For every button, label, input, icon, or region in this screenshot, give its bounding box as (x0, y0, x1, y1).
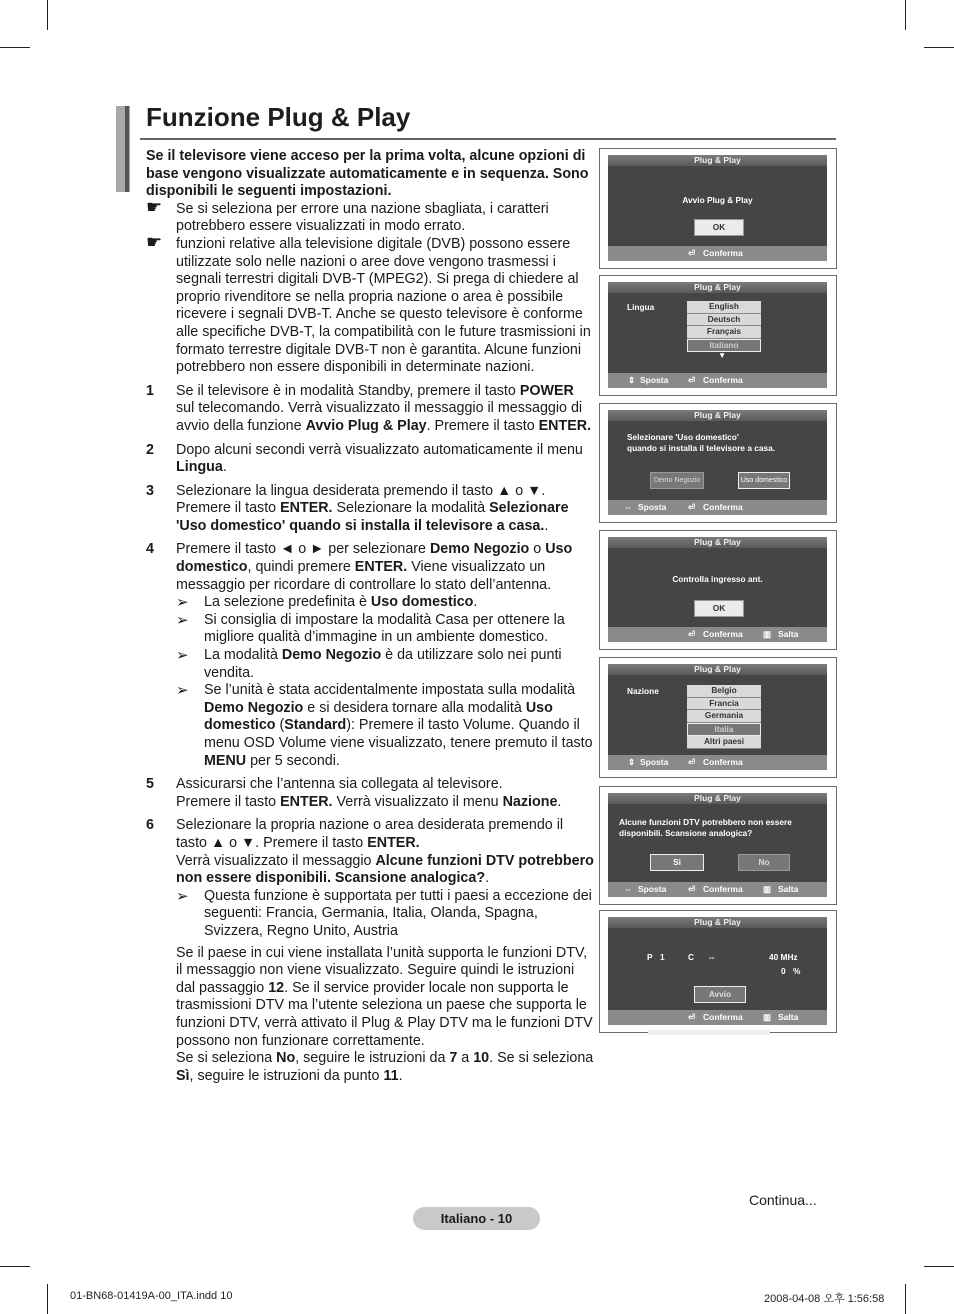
uso-domestico-button[interactable]: Uso domestico (738, 472, 790, 489)
program-label: P (647, 952, 653, 962)
title-accent-line (125, 106, 129, 192)
screen-message: Controlla ingresso ant. (672, 574, 763, 584)
arrow-down-icon: ▼ (718, 350, 727, 360)
tip-item: ➢ La selezione predefinita è Uso domestico. (176, 594, 478, 612)
conferma-label: Conferma (703, 248, 743, 258)
sposta-label: Sposta (638, 884, 667, 894)
list-item[interactable]: Français (687, 326, 761, 339)
tip-item: ➢ La modalità Demo Negozio è da utilizzare solo nei punti vendita. (176, 647, 562, 681)
crop-mark (924, 1266, 954, 1267)
skip-icon: ▥ (763, 629, 772, 639)
conferma-label: Conferma (703, 1012, 743, 1022)
enter-icon: ⏎ (688, 884, 696, 894)
skip-icon: ▥ (763, 1012, 772, 1022)
sposta-label: Sposta (640, 375, 669, 385)
date-slug: 2008-04-08 오후 1:56:58 (764, 1293, 885, 1305)
leftright-icon: ⇔ (624, 884, 633, 894)
screen-dtv (599, 786, 837, 905)
enter-icon: ⏎ (688, 502, 696, 512)
crop-mark (0, 1266, 30, 1267)
lingua-label: Lingua (627, 302, 655, 312)
tail-text: Se il paese in cui viene installata l’unità supporta le funzioni DTV, il messaggio non viene visualizzato. Seguire quindi le istruzioni dal passaggio 12. Se il service provider locale non supporta le trasmissioni DTV ma l’utente seleziona un paese che supporta le funzioni DTV, verrà attivato il Plug & Play DTV ma le funzioni DTV possono non funzionare correttamente. Se si seleziona No, seguire le istruzioni da 7 a 10. Se si seleziona Sì, seguire le istruzioni da punto 11. (176, 944, 594, 1084)
leftright-icon: ⇔ (624, 502, 633, 512)
avvio-button[interactable]: Avvio (694, 986, 746, 1003)
ok-button[interactable]: OK (694, 600, 744, 617)
list-item[interactable]: Belgio (687, 685, 761, 698)
no-button[interactable]: No (738, 854, 790, 871)
list-item[interactable]: Francia (687, 698, 761, 711)
updown-icon: ⇕ (628, 757, 636, 767)
percent-label: % (793, 966, 801, 976)
enter-icon: ⏎ (688, 1012, 696, 1022)
enter-icon: ⏎ (688, 375, 696, 385)
screen-message: Selezionare 'Uso domestico' (627, 432, 739, 442)
list-item[interactable]: Italiano (687, 339, 761, 353)
language-list (687, 301, 761, 352)
crop-mark (924, 47, 954, 48)
list-item[interactable]: Germania (687, 710, 761, 723)
percent-value: 0 (781, 966, 786, 976)
screen-antenna (599, 530, 837, 650)
screen-header: Plug & Play (608, 410, 827, 421)
screen-header: Plug & Play (608, 793, 827, 804)
enter-icon: ⏎ (688, 757, 696, 767)
screen-lingua (599, 275, 837, 396)
crop-mark (47, 0, 48, 30)
steps-list (146, 383, 596, 1086)
arrow-icon: ➢ (176, 594, 189, 612)
demo-negozio-button[interactable]: Demo Negozio (650, 472, 704, 489)
sposta-label: Sposta (638, 502, 667, 512)
title-rule (140, 138, 836, 140)
conferma-label: Conferma (703, 629, 743, 639)
step-item: 4 Premere il tasto ◄ o ► per selezionare Demo Negozio o Uso domestico, quindi premere ENTER. Viene visualizzato un messaggio per ricordare di controllare lo stato dell’antenna. (146, 541, 573, 593)
screen-message: Avvio Plug & Play (682, 195, 753, 205)
frequency-value: 40 MHz (769, 952, 798, 962)
page-title: Funzione Plug & Play (146, 102, 411, 132)
screen-header: Plug & Play (608, 155, 827, 166)
screen-message: quando si installa il televisore a casa. (627, 443, 776, 453)
si-button[interactable]: Sì (650, 854, 704, 871)
country-list (687, 685, 761, 749)
conferma-label: Conferma (703, 757, 743, 767)
skip-icon: ▥ (763, 884, 772, 894)
conferma-label: Conferma (703, 502, 743, 512)
step-item: 2 Dopo alcuni secondi verrà visualizzato automaticamente il menu Lingua. (146, 441, 583, 476)
screen-header: Plug & Play (608, 664, 827, 675)
sposta-label: Sposta (640, 757, 669, 767)
screen-scan (599, 910, 837, 1033)
step-number: 4 (146, 541, 154, 558)
screen-message: Alcune funzioni DTV potrebbero non essere (619, 817, 792, 827)
pointing-hand-icon: ☛ (146, 196, 163, 217)
step-item: 1 Se il televisore è in modalità Standby, premere il tasto POWER sul telecomando. Verrà visualizzato il messaggio il messaggio di avvio della funzione Avvio Plug & Play. Premere il tasto ENTER. (146, 382, 592, 434)
list-item[interactable]: English (687, 301, 761, 314)
tip-item: ➢ Si consiglia di impostare la modalità Casa per ottenere la migliore qualità d’immagine in un ambiente domestico. (176, 611, 565, 646)
step-item: 5 Assicurarsi che l’antenna sia collegata al televisore. Premere il tasto ENTER. Verrà visualizzato il menu Nazione. (146, 776, 562, 810)
page-number: Italiano - 10 (413, 1207, 540, 1230)
channel-value: -- (709, 952, 715, 962)
file-slug: 01-BN68-01419A-00_ITA.indd 10 (70, 1290, 233, 1302)
step-item: 3 Selezionare la lingua desiderata premendo il tasto ▲ o ▼. Premere il tasto ENTER. Selezionare la modalità Selezionare 'Uso domestico' quando si installa il televisore a casa.. (146, 482, 569, 534)
step-number: 3 (146, 482, 154, 499)
screen-header: Plug & Play (608, 282, 827, 293)
updown-icon: ⇕ (628, 375, 636, 385)
tip-item: ➢ Se l’unità è stata accidentalmente impostata sulla modalità Demo Negozio e si desidera tornare alla modalità Uso domestico (Standard): Premere il tasto Volume. Quando il menu OSD Volume viene visualizzato, tenere premuto il tasto MENU per 5 secondi. (176, 682, 593, 769)
scan-progress-bar (648, 1030, 770, 1035)
body-text (146, 148, 596, 1085)
screen-header: Plug & Play (608, 917, 827, 928)
screen-avvio (599, 148, 837, 269)
screen-message: disponibili. Scansione analogica? (619, 828, 753, 838)
tip-item: ➢ Questa funzione è supportata per tutti i paesi a eccezione dei seguenti: Francia, Germania, Italia, Olanda, Spagna, Svizzera, Regno Unito, Austria (176, 887, 592, 939)
crop-mark (47, 1284, 48, 1314)
step-number: 6 (146, 817, 154, 834)
list-item[interactable]: Italia (687, 723, 761, 737)
screen-header: Plug & Play (608, 537, 827, 548)
step-number: 5 (146, 776, 154, 793)
step-item: 6 Selezionare la propria nazione o area desiderata premendo il tasto ▲ o ▼. Premere il tasto ENTER. Verrà visualizzato il messaggio Alcune funzioni DTV potrebbero non essere disponibili. Scansione analogica?. (146, 817, 594, 887)
note: ☛ funzioni relative alla televisione digitale (DVB) possono essere utilizzate solo nelle nazioni o aree dove vengono trasmessi i segnali terrestri digitali DVB-T (MPEG2). Si prega di chiedere al proprio rivenditore se nella propria nazione o area è possibile ricevere i segnali DVB-T. Anche se questo televisore è conforme alle specifiche DVB-T, la compatibilità con le future trasmissioni in formato terrestre digitale DVB-T non è garantita. Alcune funzioni potrebbero non essere disponibili in determinate nazioni. (146, 231, 591, 376)
channel-label: C (688, 952, 694, 962)
arrow-icon: ➢ (176, 887, 189, 905)
salta-label: Salta (778, 629, 799, 639)
program-value: 1 (660, 952, 665, 962)
enter-icon: ⏎ (688, 629, 696, 639)
step-number: 2 (146, 441, 154, 458)
arrow-icon: ➢ (176, 647, 189, 665)
list-item[interactable]: Deutsch (687, 314, 761, 327)
note: ☛ Se si seleziona per errore una nazione sbagliata, i caratteri potrebbero essere visualizzati in modo errato. (146, 196, 549, 235)
pointing-hand-icon: ☛ (146, 231, 163, 252)
salta-label: Salta (778, 884, 799, 894)
crop-mark (0, 47, 30, 48)
arrow-icon: ➢ (176, 611, 189, 629)
screen-uso (599, 403, 837, 523)
crop-mark (905, 1284, 906, 1314)
enter-icon: ⏎ (688, 248, 696, 258)
step-number: 1 (146, 382, 154, 399)
screen-nazione (599, 657, 837, 778)
nazione-label: Nazione (627, 686, 659, 696)
conferma-label: Conferma (703, 884, 743, 894)
list-item[interactable]: Altri paesi (687, 736, 761, 749)
conferma-label: Conferma (703, 375, 743, 385)
crop-mark (905, 0, 906, 30)
arrow-icon: ➢ (176, 682, 189, 700)
intro-text: Se il televisore viene acceso per la prima volta, alcune opzioni di base vengono visualizzate automaticamente e in sequenza. Sono disponibili le seguenti impostazioni. (146, 148, 589, 200)
ok-button[interactable]: OK (694, 219, 744, 236)
continue-text: Continua... (749, 1192, 817, 1208)
salta-label: Salta (778, 1012, 799, 1022)
